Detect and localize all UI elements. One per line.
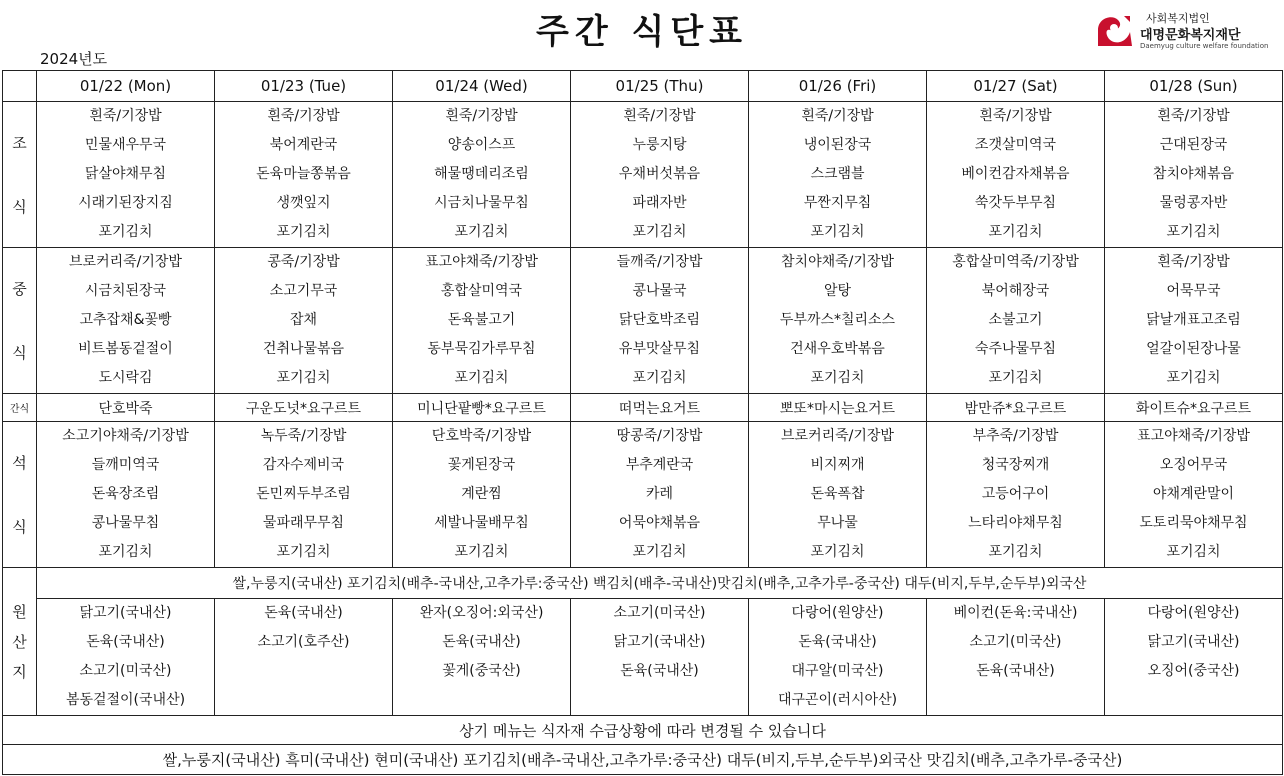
dish-list — [749, 248, 926, 393]
list-item: 무짠지무침 — [803, 195, 872, 211]
origin-cell — [927, 599, 1105, 716]
foundation-logo — [1094, 8, 1269, 52]
list-item: 베이컨(돈육:국내산) — [953, 605, 1078, 621]
list-item: 돈육불고기 — [447, 312, 516, 328]
origin-label — [3, 568, 37, 716]
list-item: 참치야채볶음 — [1152, 166, 1235, 182]
list-item: 소고기(호주산) — [257, 634, 350, 650]
list-item: 흰죽/기장밥 — [1157, 108, 1230, 124]
list-item: 물렁콩자반 — [1159, 195, 1228, 211]
origin-label-char: 원 — [12, 602, 27, 621]
breakfast-label-bottom: 식 — [12, 197, 27, 216]
list-item: 해물땡데리조림 — [434, 166, 529, 182]
list-item: 땅콩죽/기장밥 — [616, 428, 703, 444]
list-item: 포기김치 — [1166, 224, 1221, 240]
origin-common-text: 쌀,누룽지(국내산) 포기김치(배추-국내산,고추가루:중국산) 백김치(배추-국내산)맛김치(배추,고추가루-중국산) 대두(비지,두부,순두부)외국산 — [37, 568, 1283, 599]
list-item: 도시락김 — [98, 370, 153, 386]
list-item: 흰죽/기장밥 — [801, 108, 874, 124]
list-item: 소고기(미국산) — [79, 663, 172, 679]
list-item: 오징어무국 — [1159, 457, 1228, 473]
day-header: 01/23 (Tue) — [215, 71, 393, 102]
dinner-label-top: 석 — [12, 453, 27, 472]
snack-cell: 미니단팥빵*요구르트 — [393, 394, 571, 422]
list-item: 고등어구이 — [981, 486, 1050, 502]
menu-change-notice: 상기 메뉴는 식자재 수급상황에 따라 변경될 수 있습니다 — [3, 716, 1283, 745]
list-item: 카레 — [645, 486, 674, 502]
dish-list — [393, 102, 570, 247]
list-item: 포기김치 — [810, 224, 865, 240]
lunch-cell — [37, 248, 215, 394]
list-item: 알탕 — [823, 283, 852, 299]
list-item: 소고기무국 — [269, 283, 338, 299]
list-item: 돈육(국내산) — [86, 634, 165, 650]
list-item: 포기김치 — [98, 544, 153, 560]
dish-list — [1105, 422, 1282, 567]
lunch-label-bottom: 식 — [12, 343, 27, 362]
dinner-cell — [571, 422, 749, 568]
list-item: 녹두죽/기장밥 — [260, 428, 347, 444]
day-header: 01/24 (Wed) — [393, 71, 571, 102]
day-header: 01/28 (Sun) — [1105, 71, 1283, 102]
list-item: 봄동겉절이(국내산) — [65, 692, 186, 708]
list-item: 들깨미역국 — [91, 457, 160, 473]
day-header: 01/22 (Mon) — [37, 71, 215, 102]
dinner-label-bottom: 식 — [12, 517, 27, 536]
list-item: 숙주나물무침 — [974, 341, 1057, 357]
list-item: 근대된장국 — [1159, 137, 1228, 153]
weekly-menu-table — [2, 70, 1283, 775]
list-item: 양송이스프 — [447, 137, 516, 153]
list-item: 포기김치 — [810, 544, 865, 560]
list-item: 포기김치 — [632, 224, 687, 240]
foundation-logo-icon — [1094, 12, 1134, 48]
day-header-row — [3, 71, 1283, 102]
dinner-cell — [749, 422, 927, 568]
list-item: 유부맛살무침 — [618, 341, 701, 357]
origin-cell — [215, 599, 393, 716]
list-item: 소고기(미국산) — [969, 634, 1062, 650]
list-item: 부추계란국 — [625, 457, 694, 473]
dinner-cell — [37, 422, 215, 568]
list-item: 포기김치 — [454, 370, 509, 386]
list-item: 동부묵김가루무침 — [427, 341, 536, 357]
list-item: 시금치된장국 — [84, 283, 167, 299]
dish-list — [37, 248, 214, 393]
dinner-row — [3, 422, 1283, 568]
list-item: 흰죽/기장밥 — [267, 108, 340, 124]
list-item: 생깻잎지 — [276, 195, 331, 211]
list-item: 포기김치 — [988, 370, 1043, 386]
origin-repeat-text: 쌀,누룽지(국내산) 흑미(국내산) 현미(국내산) 포기김치(배추-국내산,고추가루:중국산) 대두(비지,두부,순두부)외국산 맛김치(배추,고추가루-중국산) — [3, 745, 1283, 775]
dish-list — [749, 102, 926, 247]
list-item: 콩죽/기장밥 — [267, 254, 340, 270]
origin-list — [37, 599, 214, 715]
origin-list — [571, 599, 748, 686]
list-item: 부추죽/기장밥 — [972, 428, 1059, 444]
list-item: 포기김치 — [988, 224, 1043, 240]
dish-list — [1105, 248, 1282, 393]
list-item: 오징어(중국산) — [1147, 663, 1240, 679]
list-item: 얼갈이된장나물 — [1146, 341, 1241, 357]
origin-list — [215, 599, 392, 657]
snack-cell: 화이트슈*요구르트 — [1105, 394, 1283, 422]
origin-cell — [571, 599, 749, 716]
list-item: 다랑어(원양산) — [791, 605, 884, 621]
snack-label: 간식 — [3, 394, 37, 422]
list-item: 닭살야채무침 — [84, 166, 167, 182]
list-item: 닭고기(국내산) — [79, 605, 172, 621]
list-item: 베이컨감자채볶음 — [961, 166, 1070, 182]
snack-cell: 뽀또*마시는요거트 — [749, 394, 927, 422]
lunch-cell — [1105, 248, 1283, 394]
lunch-label-top: 중 — [12, 279, 27, 298]
origin-list — [393, 599, 570, 686]
list-item: 포기김치 — [1166, 370, 1221, 386]
list-item: 닭고기(국내산) — [613, 634, 706, 650]
list-item: 소불고기 — [988, 312, 1043, 328]
origin-label-char: 산 — [12, 632, 27, 651]
breakfast-row — [3, 102, 1283, 248]
dish-list — [749, 422, 926, 567]
day-header: 01/27 (Sat) — [927, 71, 1105, 102]
snack-cell: 구운도넛*요구르트 — [215, 394, 393, 422]
lunch-cell — [927, 248, 1105, 394]
day-header: 01/25 (Thu) — [571, 71, 749, 102]
list-item: 어묵야채볶음 — [618, 515, 701, 531]
breakfast-label-top: 조 — [12, 133, 27, 152]
list-item: 포기김치 — [276, 544, 331, 560]
dinner-label — [3, 422, 37, 568]
list-item: 닭고기(국내산) — [1147, 634, 1240, 650]
dish-list — [571, 248, 748, 393]
list-item: 돈민찌두부조림 — [256, 486, 351, 502]
origin-cell — [393, 599, 571, 716]
list-item: 비지찌개 — [810, 457, 865, 473]
origin-list — [927, 599, 1104, 686]
list-item: 돈육폭찹 — [810, 486, 865, 502]
lunch-cell — [749, 248, 927, 394]
breakfast-cell — [749, 102, 927, 248]
list-item: 물파래무무침 — [262, 515, 345, 531]
list-item: 닭날개표고조림 — [1146, 312, 1241, 328]
list-item: 콩나물무침 — [91, 515, 160, 531]
dish-list — [393, 248, 570, 393]
origin-repeat-row — [3, 745, 1283, 775]
list-item: 소고기(미국산) — [613, 605, 706, 621]
dish-list — [215, 102, 392, 247]
breakfast-cell — [1105, 102, 1283, 248]
dish-list — [927, 248, 1104, 393]
lunch-row — [3, 248, 1283, 394]
origin-cell — [1105, 599, 1283, 716]
list-item: 흰죽/기장밥 — [979, 108, 1052, 124]
list-item: 야채계란말이 — [1152, 486, 1235, 502]
list-item: 우채버섯볶음 — [618, 166, 701, 182]
list-item: 냉이된장국 — [803, 137, 872, 153]
list-item: 감자수제비국 — [262, 457, 345, 473]
list-item: 포기김치 — [276, 370, 331, 386]
origin-list — [1105, 599, 1282, 686]
dish-list — [215, 248, 392, 393]
list-item: 북어해장국 — [981, 283, 1050, 299]
list-item: 건취나물볶음 — [262, 341, 345, 357]
list-item: 홍합살미역죽/기장밥 — [952, 254, 1079, 270]
origin-cell — [749, 599, 927, 716]
breakfast-label — [3, 102, 37, 248]
list-item: 흰죽/기장밥 — [623, 108, 696, 124]
list-item: 비트봄동겉절이 — [78, 341, 173, 357]
breakfast-cell — [393, 102, 571, 248]
day-header: 01/26 (Fri) — [749, 71, 927, 102]
list-item: 포기김치 — [810, 370, 865, 386]
list-item: 돈육(국내산) — [620, 663, 699, 679]
dish-list — [927, 422, 1104, 567]
logo-line-3: Daemyug culture welfare foundation — [1140, 42, 1269, 50]
dinner-cell — [1105, 422, 1283, 568]
list-item: 민물새우무국 — [84, 137, 167, 153]
snack-cell: 단호박죽 — [37, 394, 215, 422]
dish-list — [571, 102, 748, 247]
list-item: 무나물 — [817, 515, 858, 531]
list-item: 잡채 — [289, 312, 318, 328]
origin-common-row — [3, 568, 1283, 599]
breakfast-cell — [927, 102, 1105, 248]
origin-label-char: 지 — [12, 662, 27, 681]
list-item: 돈육마늘쫑볶음 — [256, 166, 351, 182]
list-item: 청국장찌개 — [981, 457, 1050, 473]
list-item: 포기김치 — [988, 544, 1043, 560]
list-item: 북어계란국 — [269, 137, 338, 153]
list-item: 느타리야채무침 — [968, 515, 1063, 531]
list-item: 꽃게된장국 — [447, 457, 516, 473]
dish-list — [571, 422, 748, 567]
dinner-cell — [393, 422, 571, 568]
notice-row — [3, 716, 1283, 745]
list-item: 고추잡채&꽃빵 — [79, 312, 172, 328]
dish-list — [37, 422, 214, 567]
dish-list — [37, 102, 214, 247]
list-item: 흰죽/기장밥 — [89, 108, 162, 124]
list-item: 시래기된장지짐 — [78, 195, 173, 211]
list-item: 닭단호박조림 — [618, 312, 701, 328]
dish-list — [393, 422, 570, 567]
list-item: 쑥갓두부무침 — [974, 195, 1057, 211]
list-item: 포기김치 — [276, 224, 331, 240]
dish-list — [1105, 102, 1282, 247]
dish-list — [215, 422, 392, 567]
list-item: 브로커리죽/기장밥 — [69, 254, 182, 270]
dinner-cell — [927, 422, 1105, 568]
lunch-cell — [393, 248, 571, 394]
list-item: 포기김치 — [454, 544, 509, 560]
list-item: 꽃게(중국산) — [442, 663, 521, 679]
dish-list — [927, 102, 1104, 247]
list-item: 건새우호박볶음 — [790, 341, 885, 357]
list-item: 세발나물배무침 — [434, 515, 529, 531]
list-item: 돈육(국내산) — [264, 605, 343, 621]
list-item: 돈육(국내산) — [442, 634, 521, 650]
origin-list — [749, 599, 926, 715]
origin-detail-row — [3, 599, 1283, 716]
list-item: 다랑어(원양산) — [1147, 605, 1240, 621]
page-title: 주간 식단표 — [535, 12, 749, 52]
list-item: 대구곤이(러시아산) — [777, 692, 898, 708]
lunch-cell — [571, 248, 749, 394]
snack-row — [3, 394, 1283, 422]
list-item: 흰죽/기장밥 — [445, 108, 518, 124]
list-item: 계란찜 — [461, 486, 502, 502]
list-item: 도토리묵야채무침 — [1139, 515, 1248, 531]
list-item: 포기김치 — [454, 224, 509, 240]
list-item: 브로커리죽/기장밥 — [781, 428, 894, 444]
list-item: 참치야채죽/기장밥 — [781, 254, 894, 270]
logo-line-2: 대명문화복지재단 — [1140, 28, 1241, 43]
list-item: 누룽지탕 — [632, 137, 687, 153]
list-item: 포기김치 — [632, 544, 687, 560]
list-item: 들깨죽/기장밥 — [616, 254, 703, 270]
list-item: 돈육(국내산) — [976, 663, 1055, 679]
breakfast-cell — [37, 102, 215, 248]
list-item: 스크램블 — [810, 166, 865, 182]
lunch-label — [3, 248, 37, 394]
breakfast-cell — [571, 102, 749, 248]
logo-line-1: 사회복지법인 — [1146, 12, 1210, 25]
snack-cell: 밤만쥬*요구르트 — [927, 394, 1105, 422]
list-item: 포기김치 — [98, 224, 153, 240]
list-item: 콩나물국 — [632, 283, 687, 299]
list-item: 포기김치 — [1166, 544, 1221, 560]
list-item: 조갯살미역국 — [974, 137, 1057, 153]
dinner-cell — [215, 422, 393, 568]
lunch-cell — [215, 248, 393, 394]
list-item: 소고기야채죽/기장밥 — [62, 428, 189, 444]
list-item: 시금치나물무침 — [434, 195, 529, 211]
list-item: 돈육장조림 — [91, 486, 160, 502]
list-item: 대구알(미국산) — [791, 663, 884, 679]
list-item: 단호박죽/기장밥 — [431, 428, 532, 444]
list-item: 포기김치 — [632, 370, 687, 386]
list-item: 돈육(국내산) — [798, 634, 877, 650]
list-item: 두부까스*칠리소스 — [779, 312, 896, 328]
list-item: 흰죽/기장밥 — [1157, 254, 1230, 270]
corner-cell — [3, 71, 37, 102]
origin-cell — [37, 599, 215, 716]
snack-cell: 떠먹는요거트 — [571, 394, 749, 422]
list-item: 표고야채죽/기장밥 — [1137, 428, 1250, 444]
list-item: 파래자반 — [632, 195, 687, 211]
breakfast-cell — [215, 102, 393, 248]
list-item: 표고야채죽/기장밥 — [425, 254, 538, 270]
year-label: 2024년도 — [40, 50, 108, 68]
list-item: 완자(오징어:외국산) — [419, 605, 544, 621]
list-item: 홍합살미역국 — [440, 283, 523, 299]
list-item: 어묵무국 — [1166, 283, 1221, 299]
